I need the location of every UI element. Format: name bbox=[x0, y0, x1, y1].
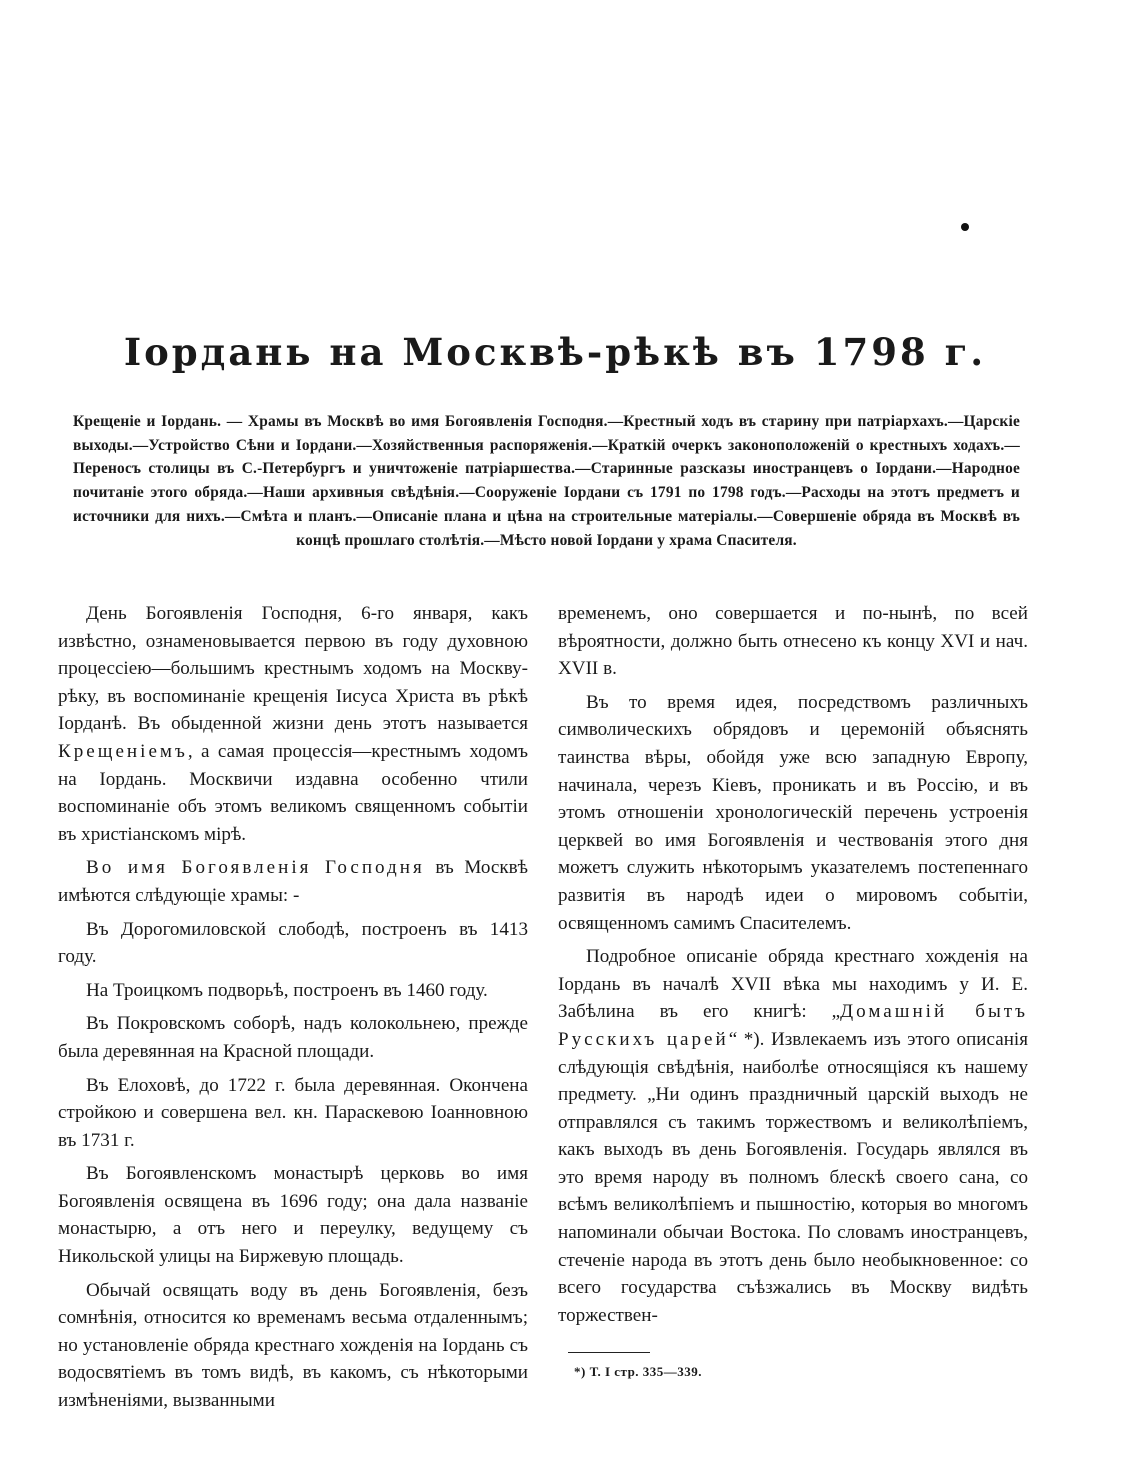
paragraph: Во имя Богоявленія Господня въ Москвѣ имѣются слѣдующіе храмы: - bbox=[58, 857, 528, 906]
spaced-term: Крещеніемъ bbox=[58, 740, 188, 762]
paragraph: День Богоявленія Господня, 6-го января, какъ извѣстно, ознаменовывается первою въ году духовною процессіею—большимъ крестнымъ ходомъ на Москву-рѣку, въ воспоминаніе крещенія Іисуса Христа въ рѣкѣ Іорданѣ. Въ обыденной жизни день этотъ называется Крещеніемъ, а самая процессія—крестнымъ ходомъ на Іордань. Москвичи издавна особенно чтили воспоминаніе объ этомъ великомъ священномъ событіи въ христіанскомъ мірѣ. bbox=[58, 603, 528, 845]
paragraph: Въ Покровскомъ соборѣ, надъ колокольнею, прежде была деревянная на Красной площади. bbox=[58, 1013, 528, 1062]
article-title: Іордань на Москвѣ-рѣкѣ въ 1798 г. bbox=[123, 330, 987, 374]
footnote: *) Т. I стр. 335—339. bbox=[574, 1364, 703, 1379]
article-synopsis: Крещеніе и Іордань. — Храмы въ Москвѣ во имя Богоявленія Господня.—Крестный ходъ въ старину при патріархахъ.—Царскіе выходы.—Устройство Сѣни и Іордани.—Хозяйственныя распоряженія.—Краткій очеркъ законоположеній о крестныхъ ходахъ.—Переносъ столицы въ С.-Петербургъ и уничтоженіе патріаршества.—Старинные разсказы иностранцевъ о Іордани.—Народное почитаніе этого обряда.—Наши архивныя свѣдѣнія.—Сооруженіе Іордани съ 1791 по 1798 годъ.—Расходы на этотъ предметъ и источники для нихъ.—Смѣта и планъ.—Описаніе плана и цѣна на строительные матеріалы.—Совершеніе обряда въ Москвѣ въ концѣ прошлаго столѣтія.—Мѣсто новой Іордани у храма Спасителя. bbox=[73, 413, 1020, 549]
paragraph: Обычай освящать воду въ день Богоявленія, безъ сомнѣнія, относится ко временамъ весьма отдаленнымъ; но установленіе обряда крестнаго хожденія на Іордань съ водосвятіемъ въ томъ видѣ, въ какомъ, съ нѣкоторыми измѣненіями, вызванными bbox=[58, 1279, 528, 1412]
paragraph: На Троицкомъ подворьѣ, построенъ въ 1460 году. bbox=[86, 979, 488, 1001]
ink-dot bbox=[961, 223, 969, 231]
spaced-term: Во имя Богоявленія Господня bbox=[86, 857, 425, 879]
paragraph: Подробное описаніе обряда крестнаго хожденія на Іордань въ началѣ XVII вѣка мы находимъ у И. Е. Забѣлина въ его книгѣ: „Домашній бытъ Русскихъ царей“ *). Извлекаемъ изъ этого описанія слѣдующія свѣдѣнія, наиболѣе относящіяся къ нашему предмету. „Ни одинъ праздничный царскій выходъ не отправлялся съ такимъ торжествомъ и великолѣпіемъ, какъ выходъ въ день Богоявленія. Государь являлся въ это время народу въ полномъ блескѣ своего сана, со всѣмъ великолѣпіемъ и пышностію, которыя во многомъ напоминали обычаи Востока. По словамъ иностранцевъ, стеченіе народа въ этотъ день было необыкновенное: со всего государства съѣзжались въ Москву видѣть торжествен- bbox=[558, 946, 1029, 1326]
right-column bbox=[558, 600, 1028, 1335]
footnote-divider bbox=[568, 1352, 650, 1353]
paragraph: Въ Елоховѣ, до 1722 г. была деревянная. Окончена стройкою и совершена вел. кн. Параскевою Іоанновною въ 1731 г. bbox=[58, 1074, 528, 1151]
paragraph: Въ Дорогомиловской слободѣ, построенъ въ 1413 году. bbox=[58, 918, 528, 968]
paragraph: Въ то время идея, посредствомъ различныхъ символическихъ обрядовъ и церемоній объяснять таинства вѣры, обойдя уже всю западную Европу, начинала, черезъ Кіевъ, проникать и въ Россію, и въ этомъ отношеніи хронологическій перечень устроенія церквей во имя Богоявленія и чествованія этого дня можетъ служить нѣкоторымъ указателемъ постепеннаго развитія въ народѣ идеи о мировомъ событіи, освященномъ самимъ Спасителемъ. bbox=[558, 691, 1028, 934]
book-title: Домашній бытъ Русскихъ царей bbox=[558, 1001, 1028, 1050]
left-column bbox=[58, 600, 528, 1421]
paragraph: Въ Богоявленскомъ монастырѣ церковь во имя Богоявленія освящена въ 1696 году; она дала названіе монастырю, а отъ него и переулку, ведущему съ Никольской улицы на Биржевую площадь. bbox=[58, 1163, 528, 1268]
paragraph: временемъ, оно совершается и по-нынѣ, по всей вѣроятности, должно быть отнесено къ концу XVI и нач. XVII в. bbox=[558, 603, 1028, 680]
